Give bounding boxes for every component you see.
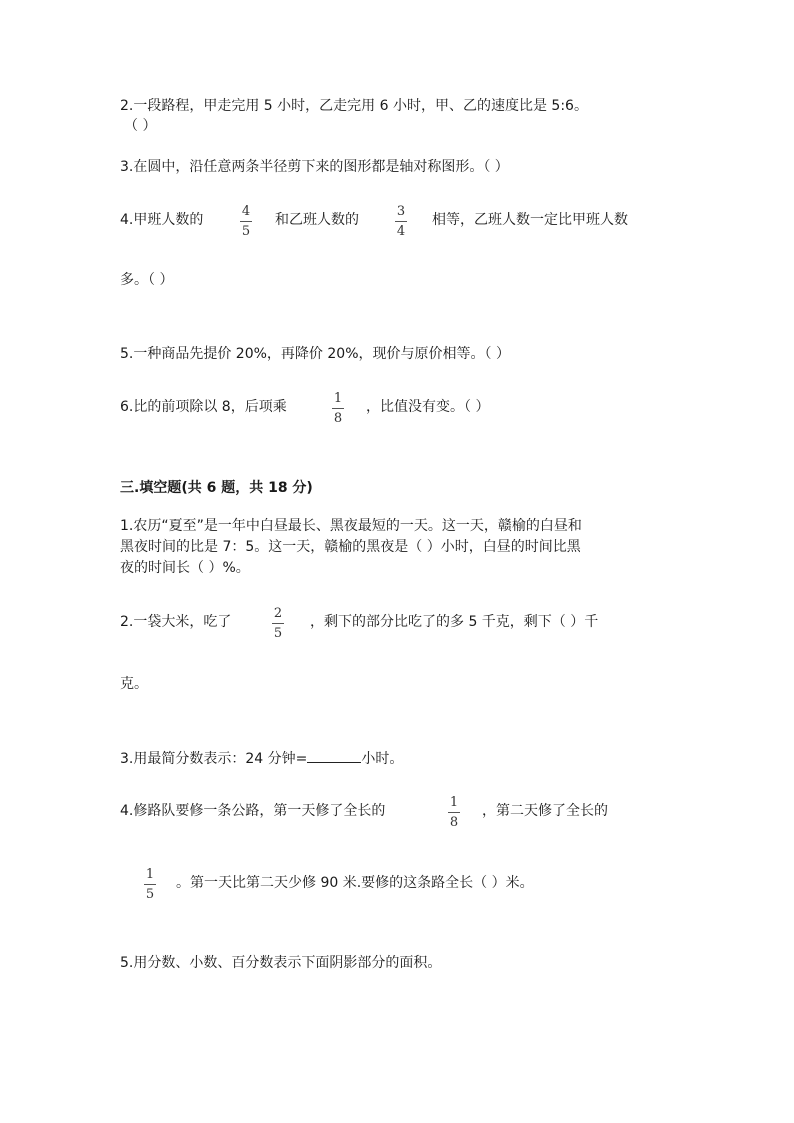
question-4-part-b: 和乙班人数的 <box>275 212 359 228</box>
fraction-denominator: 4 <box>396 224 406 239</box>
fraction-numerator: 3 <box>396 204 406 219</box>
fill-question-4-part-c: 。第一天比第二天少修 90 米.要修的这条路全长（ ）米。 <box>176 875 534 891</box>
fraction-3-4 <box>391 203 411 240</box>
fraction-denominator: 5 <box>273 626 283 641</box>
fill-question-5: 5.用分数、小数、百分数表示下面阴影部分的面积。 <box>120 955 442 971</box>
fraction-bar <box>240 221 252 222</box>
fraction-numerator: 2 <box>273 606 283 621</box>
fraction-numerator: 1 <box>449 795 459 810</box>
answer-blank-line[interactable] <box>307 748 361 763</box>
fraction-1-8 <box>328 390 348 427</box>
fraction-1-5 <box>140 866 160 903</box>
fill-question-2-part-b: ，剩下的部分比吃了的多 5 千克，剩下（ ）千 <box>310 614 599 630</box>
fraction-bar <box>272 623 284 624</box>
fraction-denominator: 8 <box>333 411 343 426</box>
section-heading-fill-in: 三.填空题(共 6 题，共 18 分) <box>120 480 313 496</box>
fill-question-1-line1: 1.农历“夏至”是一年中白昼最长、黑夜最短的一天。这一天，赣榆的白昼和 <box>120 518 582 534</box>
fraction-denominator: 8 <box>449 815 459 830</box>
question-4-line2: 多。（ ） <box>120 272 174 288</box>
question-4-part-a: 4.甲班人数的 <box>120 212 204 228</box>
fraction-1-8-b <box>444 794 464 831</box>
fraction-bar <box>448 812 460 813</box>
fraction-bar <box>332 408 344 409</box>
fraction-bar <box>395 221 407 222</box>
question-5: 5.一种商品先提价 20%，再降价 20%，现价与原价相等。（ ） <box>120 346 510 362</box>
fraction-numerator: 1 <box>145 867 155 882</box>
fill-question-1-line3: 夜的时间长（ ）%。 <box>120 560 250 576</box>
question-3: 3.在圆中，沿任意两条半径剪下来的图形都是轴对称图形。（ ） <box>120 159 509 175</box>
fill-question-2-line2: 克。 <box>120 676 148 692</box>
fill-question-4-part-b: ，第二天修了全长的 <box>482 803 608 819</box>
fill-question-3-part-a: 3.用最简分数表示：24 分钟= <box>120 751 308 767</box>
question-2-line1: 2.一段路程，甲走完用 5 小时，乙走完用 6 小时，甲、乙的速度比是 5:6。 <box>120 98 588 114</box>
question-6-part-b: ，比值没有变。（ ） <box>366 399 490 415</box>
question-2-answer-blank[interactable]: （ ） <box>124 118 157 134</box>
fill-question-4-part-a: 4.修路队要修一条公路，第一天修了全长的 <box>120 803 386 819</box>
fill-question-3 <box>120 748 403 769</box>
fraction-numerator: 4 <box>241 204 251 219</box>
fraction-2-5 <box>268 605 288 642</box>
question-4-part-c: 相等，乙班人数一定比甲班人数 <box>432 212 628 228</box>
fraction-bar <box>144 884 156 885</box>
fill-question-3-part-b: 小时。 <box>361 751 404 767</box>
fraction-denominator: 5 <box>241 224 251 239</box>
fraction-numerator: 1 <box>333 391 343 406</box>
question-6-part-a: 6.比的前项除以 8，后项乘 <box>120 399 287 415</box>
fraction-4-5 <box>236 203 256 240</box>
fraction-denominator: 5 <box>145 887 155 902</box>
fill-question-1-line2: 黑夜时间的比是 7：5。这一天，赣榆的黑夜是（ ）小时，白昼的时间比黑 <box>120 539 581 555</box>
fill-question-2-part-a: 2.一袋大米，吃了 <box>120 614 232 630</box>
